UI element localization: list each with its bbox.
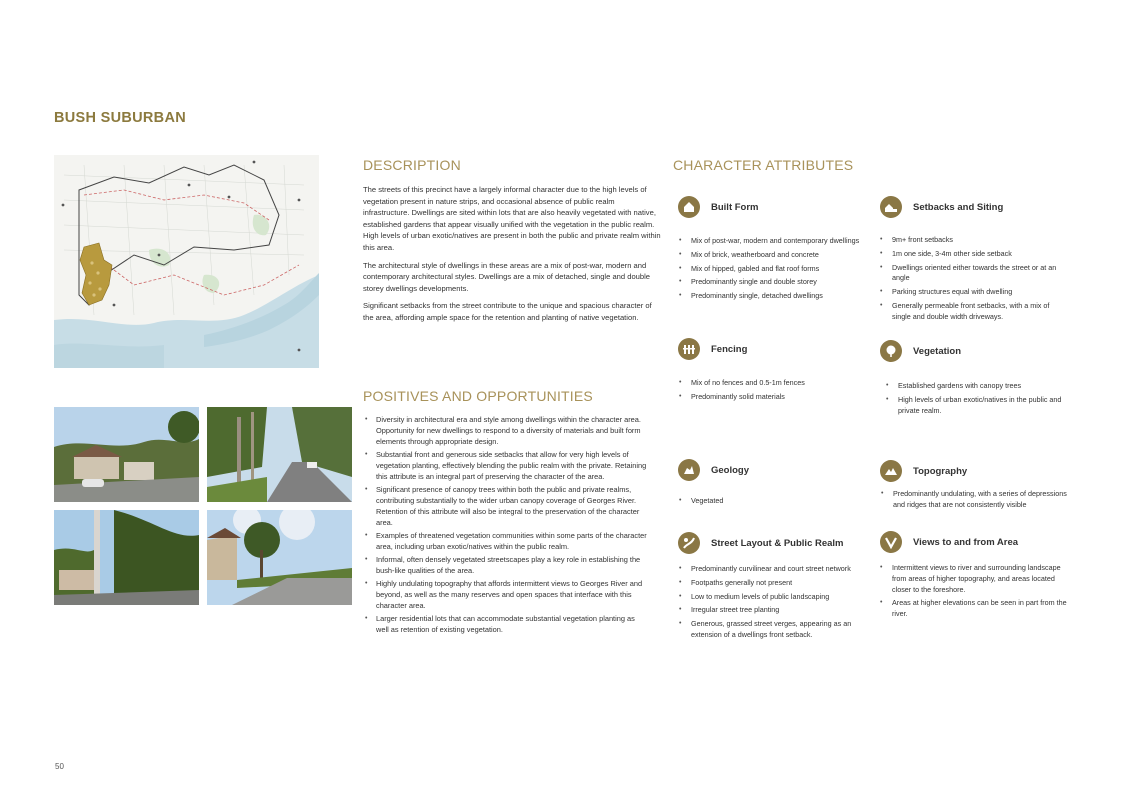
list-item: • Informal, often densely vegetated streetscapes play a key role in establishing the bush-like qualities of the area. [363,554,648,576]
street-photo-4 [207,510,352,605]
list-item: • Diversity in architectural era and style among dwellings within the character area. Opportunity for new dwellings to respond to a diversity of materials and built form elements through appropriate design. [363,414,648,447]
description-paragraph: The architectural style of dwellings in these areas are a mix of post-war, modern and contemporary architectural styles. Dwellings are a mix of detached, single and double storey dwellings developments. [363,260,651,293]
fence-icon [678,338,700,360]
attr-label: Topography [913,465,968,477]
built-form-list [677,236,862,305]
list-item: • Substantial front and generous side setbacks that allow for very high levels of vegetation planting, effectively blending the public realm with the private. Retaining this attribute is an integral part of preserving the character of the area. [363,449,648,482]
setbacks-list [878,235,1068,326]
attr-label: Setbacks and Siting [913,201,1004,213]
attr-label: Fencing [711,343,748,355]
attr-label: Geology [711,464,750,476]
list-item: • 1m one side, 3-4m other side setback [878,249,1068,260]
mountain-icon [880,460,902,482]
list-item: • Vegetated [677,496,862,507]
attr-views [880,531,1018,553]
list-item: • Predominantly solid materials [677,392,862,403]
list-item: • Generally permeable front setbacks, with a mix of single and double width driveways. [878,301,1068,323]
street-photo-3 [54,510,199,605]
rock-icon [678,459,700,481]
attr-built-form [678,196,759,218]
list-item: • Mix of hipped, gabled and flat roof forms [677,264,862,275]
attr-vegetation [880,340,961,362]
attr-label: Vegetation [913,345,962,357]
precinct-map [54,155,319,368]
attr-label: Built Form [711,201,759,213]
description-paragraph: The streets of this precinct have a largely informal character due to the high levels of vegetation present in nature strips, and occasional absence of public realm infrastructure. Dwellings are sited within lots that are also heavily vegetated with native, established gardens that appear visually unified with the vegetation in the public realm. High levels of urban exotic/natives are present in both the public and private realm within this area. [363,185,661,252]
list-item: • Mix of no fences and 0.5-1m fences [677,378,862,389]
list-item: • Footpaths generally not present [677,578,877,589]
attr-label: Street Layout & Public Realm [711,537,844,549]
page-number: 50 [55,762,64,771]
list-item: • Established gardens with canopy trees [884,381,1069,392]
list-item: • Intermittent views to river and surrounding landscape from areas of higher topography, and areas located closer to the foreshore. [878,563,1073,595]
list-item: • 9m+ front setbacks [878,235,1068,246]
list-item: • Predominantly curvilinear and court street network [677,564,877,575]
attr-topography [880,460,967,482]
attr-label: Views to and from Area [913,536,1019,548]
street-icon [678,532,700,554]
list-item: • Predominantly single, detached dwellings [677,291,862,302]
list-item: • Mix of post-war, modern and contemporary dwellings [677,236,862,247]
topography-list [879,489,1069,514]
attr-fencing [678,338,747,360]
list-item: • Significant presence of canopy trees within both the public and private realms, contributing substantially to the wider urban canopy coverage of Georges River. Retention of this attribute will also be integral to the preservation of the character area. [363,484,648,528]
attr-street-layout [678,532,844,554]
vegetation-list [884,381,1069,419]
description-paragraph: Significant setbacks from the street contribute to the unique and spacious character of the area, affording ample space for the retention and planting of native vegetation. [363,301,652,322]
list-item: • Predominantly single and double storey [677,277,862,288]
page-title: BUSH SUBURBAN [54,110,186,126]
list-item: • Highly undulating topography that affords intermittent views to Georges River and beyond, as well as the many reserves and open spaces that interface with this character area. [363,578,648,611]
house-icon [678,196,700,218]
street-photo-2 [207,407,352,502]
positives-heading: POSITIVES AND OPPORTUNITIES [363,388,593,404]
attr-geology [678,459,749,481]
tree-icon [880,340,902,362]
list-item: • Mix of brick, weatherboard and concrete [677,250,862,261]
street-layout-list [677,564,877,644]
view-icon [880,531,902,553]
views-list [878,563,1073,623]
attr-setbacks [880,196,1003,218]
list-item: • Generous, grassed street verges, appearing as an extension of a dwellings front setback. [677,619,877,641]
street-photo-1 [54,407,199,502]
list-item: • Predominantly undulating, with a series of depressions and ridges that are not consistently visible [879,489,1069,511]
list-item: • High levels of urban exotic/natives in the public and private realm. [884,395,1069,417]
car-house-icon [880,196,902,218]
list-item: • Larger residential lots that can accommodate substantial vegetation planting as well as retention of existing vegetation. [363,613,648,635]
list-item: • Dwellings oriented either towards the street or at an angle [878,263,1068,285]
description-body [363,184,661,330]
positives-list [363,414,648,637]
list-item: • Areas at higher elevations can be seen in part from the river. [878,598,1073,620]
list-item: • Examples of threatened vegetation communities within some parts of the character area, including urban exotic/natives within the public realm. [363,530,648,552]
character-heading: CHARACTER ATTRIBUTES [673,157,854,173]
list-item: • Irregular street tree planting [677,605,877,616]
fencing-list [677,378,862,406]
description-heading: DESCRIPTION [363,157,461,173]
geology-list [677,496,862,510]
list-item: • Parking structures equal with dwelling [878,287,1068,298]
list-item: • Low to medium levels of public landscaping [677,592,877,603]
